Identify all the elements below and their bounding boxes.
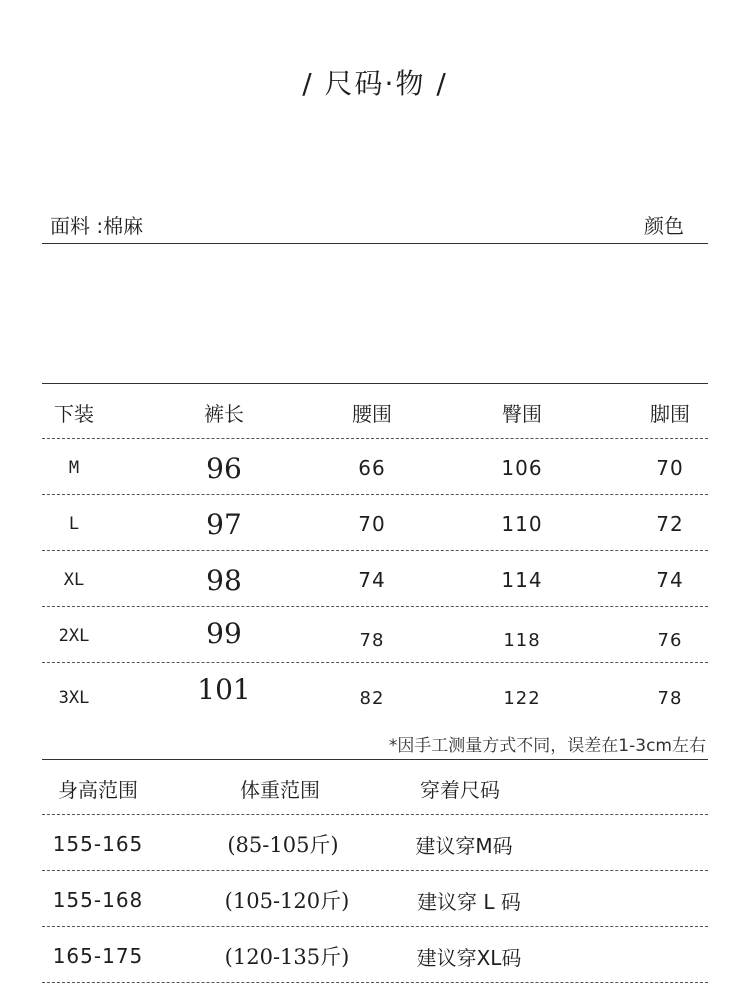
row-divider [42, 926, 708, 927]
table-row [42, 440, 708, 496]
hem-cell: 78 [657, 687, 683, 709]
waist-cell: 66 [358, 456, 386, 480]
hip-cell: 114 [501, 568, 543, 592]
row-divider [42, 606, 708, 607]
waist-cell: 74 [358, 568, 386, 592]
header-weight-range: 体重范围 [240, 777, 320, 802]
size-cell: 3XL [58, 688, 90, 708]
recommend-table-header [42, 760, 708, 816]
length-cell: 96 [206, 451, 242, 485]
length-cell: 97 [206, 507, 242, 541]
waist-cell: 78 [359, 629, 385, 651]
hem-cell: 72 [656, 512, 684, 536]
size-cell: XL [63, 570, 85, 590]
hip-cell: 122 [503, 687, 541, 709]
size-advice-cell: 建议穿 L 码 [417, 889, 521, 914]
row-divider [42, 870, 708, 871]
table-row [42, 552, 708, 608]
waist-cell: 70 [358, 512, 386, 536]
weight-range-cell: (105-120斤) [224, 889, 350, 913]
table-row [42, 496, 708, 552]
header-height-range: 身高范围 [58, 777, 138, 802]
row-divider [42, 662, 708, 663]
size-advice-cell: 建议穿XL码 [416, 945, 522, 970]
size-advice-cell: 建议穿M码 [415, 833, 513, 858]
header-length: 裤长 [204, 401, 244, 426]
size-table-header [42, 384, 708, 440]
row-divider [42, 982, 708, 983]
length-cell: 101 [197, 672, 251, 706]
size-cell: M [68, 458, 80, 478]
row-divider [42, 494, 708, 495]
weight-range-cell: (120-135斤) [224, 945, 350, 969]
header-wear-size: 穿着尺码 [420, 777, 500, 802]
waist-cell: 82 [359, 687, 385, 709]
length-cell: 98 [206, 563, 242, 597]
height-range-cell: 155-168 [52, 888, 144, 912]
header-waist: 腰围 [352, 401, 392, 426]
color-label: 颜色 [644, 214, 684, 238]
table-row [42, 664, 708, 720]
hem-cell: 70 [656, 456, 684, 480]
size-cell: 2XL [58, 626, 90, 646]
weight-range-cell: (85-105斤) [227, 833, 339, 857]
header-hem: 脚围 [650, 401, 690, 426]
table-row [42, 816, 708, 872]
recommend-table [42, 760, 708, 984]
hip-cell: 118 [503, 629, 541, 651]
hip-cell: 106 [501, 456, 543, 480]
header-bottoms: 下装 [54, 401, 94, 426]
table-row [42, 872, 708, 928]
measurement-note: *因手工测量方式不同，误差在1-3cm左右 [388, 736, 706, 756]
row-divider [42, 814, 708, 815]
hem-cell: 76 [657, 629, 683, 651]
size-cell: L [68, 514, 80, 534]
hem-cell: 74 [656, 568, 684, 592]
height-range-cell: 155-165 [52, 832, 144, 856]
table-row [42, 608, 708, 664]
row-divider [42, 438, 708, 439]
fabric-label: 面料 :棉麻 [50, 214, 144, 238]
size-table [42, 384, 708, 720]
header-hip: 臀围 [502, 401, 542, 426]
row-divider [42, 550, 708, 551]
info-divider [42, 243, 708, 244]
height-range-cell: 165-175 [52, 944, 144, 968]
hip-cell: 110 [501, 512, 543, 536]
page-title: / 尺码·物 / [302, 67, 448, 100]
length-cell: 99 [206, 616, 242, 650]
table-row [42, 928, 708, 984]
